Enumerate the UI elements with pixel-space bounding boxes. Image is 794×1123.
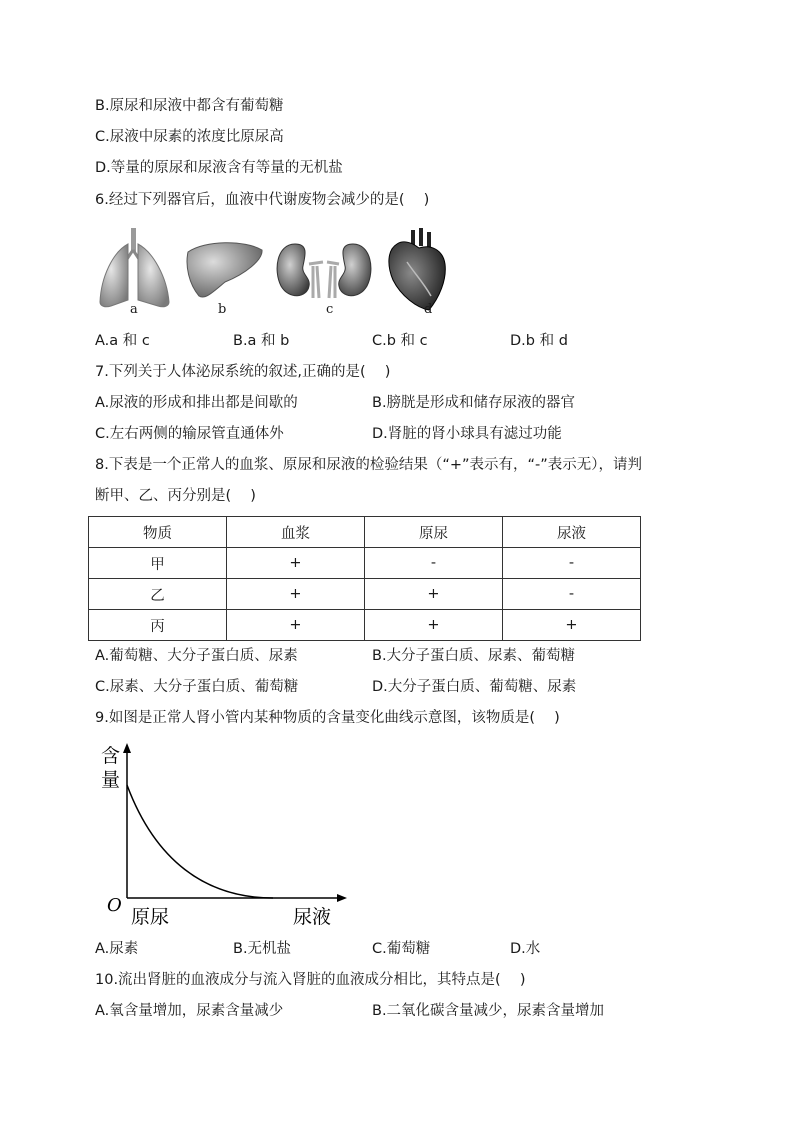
table-cell: 甲 [89,548,227,579]
q9-content-curve-figure [95,740,355,930]
q5-option-b: B.原尿和尿液中都含有葡萄糖 [95,98,284,114]
q9-option-c: C.葡萄糖 [372,941,431,957]
q8-results-table [88,516,641,641]
q9-option-a: A.尿素 [95,941,139,957]
organ-label-a: a [130,302,138,317]
q7-option-d: D.肾脏的肾小球具有滤过功能 [372,426,562,442]
table-cell: - [365,548,503,579]
organ-label-d: d [424,302,433,317]
q9-option-b: B.无机盐 [233,941,292,957]
organ-illustrations [95,222,455,322]
table-cell: + [503,610,641,641]
table-cell: + [365,579,503,610]
q7-option-a: A.尿液的形成和排出都是间歇的 [95,395,298,411]
curve-graph [95,740,355,930]
kidneys-image [277,244,371,298]
q8-stem-line1: 8.下表是一个正常人的血浆、原尿和尿液的检验结果（“+”表示有，“-”表示无），请判 [95,457,643,473]
organ-label-b: b [218,302,227,317]
q6-option-d: D.b 和 d [510,333,568,349]
table-cell: - [503,579,641,610]
heart-image [389,228,445,310]
origin-label: O [107,895,122,916]
table-header-cell: 原尿 [365,517,503,548]
q6-option-b: B.a 和 b [233,333,290,349]
q9-option-d: D.水 [510,941,541,957]
lungs-image [100,228,169,307]
q7-stem: 7.下列关于人体泌尿系统的叙述,正确的是( ) [95,364,391,380]
q8-option-c: C.尿素、大分子蛋白质、葡萄糖 [95,679,299,695]
x-start-label: 原尿 [131,906,170,928]
liver-image [187,243,262,297]
table-cell: + [227,579,365,610]
y-label-char2: 量 [101,769,121,791]
table-row [89,548,641,579]
q8-option-d: D.大分子蛋白质、葡萄糖、尿素 [372,679,577,695]
q6-option-c: C.b 和 c [372,333,428,349]
table-cell: - [503,548,641,579]
organ-label-c: c [326,302,334,317]
q9-stem: 9.如图是正常人肾小管内某种物质的含量变化曲线示意图，该物质是( ) [95,710,560,726]
q10-option-b: B.二氧化碳含量减少，尿素含量增加 [372,1003,605,1019]
q5-option-c: C.尿液中尿素的浓度比原尿高 [95,129,284,145]
content-curve [127,785,273,898]
q10-option-a: A.氧含量增加，尿素含量减少 [95,1003,284,1019]
q8-option-a: A.葡萄糖、大分子蛋白质、尿素 [95,648,298,664]
table-row [89,610,641,641]
q7-option-b: B.膀胱是形成和储存尿液的器官 [372,395,576,411]
table-cell: + [227,610,365,641]
q6-option-a: A.a 和 c [95,333,150,349]
q6-stem: 6.经过下列器官后，血液中代谢废物会减少的是( ) [95,192,430,208]
q8-option-b: B.大分子蛋白质、尿素、葡萄糖 [372,648,576,664]
organ-images [95,222,455,322]
q5-option-d: D.等量的原尿和尿液含有等量的无机盐 [95,160,343,176]
q10-stem: 10.流出肾脏的血液成分与流入肾脏的血液成分相比，其特点是( ) [95,972,526,988]
table-header-cell: 尿液 [503,517,641,548]
table-header-cell: 物质 [89,517,227,548]
y-axis-arrow [123,743,131,753]
table-cell: + [365,610,503,641]
q8-stem-line2: 断甲、乙、丙分别是( ) [95,488,256,504]
q7-option-c: C.左右两侧的输尿管直通体外 [95,426,284,442]
table-cell: 丙 [89,610,227,641]
table-cell: + [227,548,365,579]
table-cell: 乙 [89,579,227,610]
x-axis-arrow [337,894,347,902]
table-header-row [89,517,641,548]
table-header-cell: 血浆 [227,517,365,548]
table-row [89,579,641,610]
y-label-char1: 含 [101,745,121,767]
x-end-label: 尿液 [293,906,332,928]
